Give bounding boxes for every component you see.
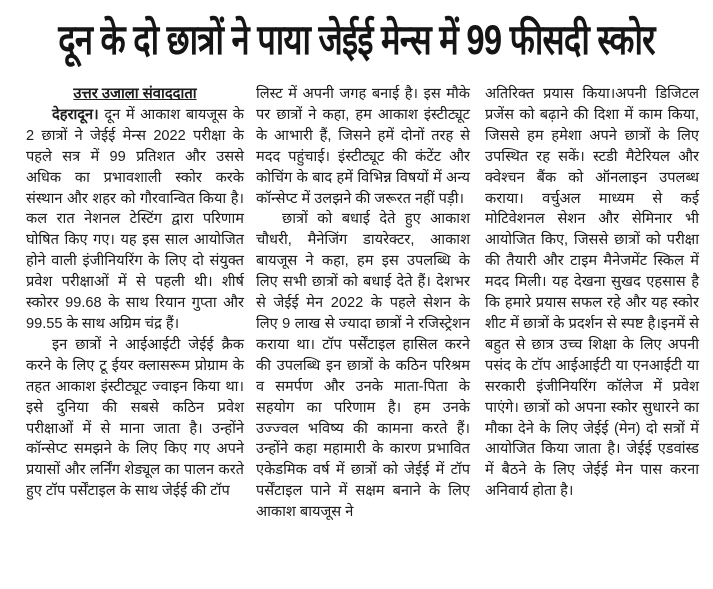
paragraph: इन छात्रों ने आईआईटी जेईई क्रैक करने के लिए टू ईयर क्लासरूम प्रोग्राम के तहत आकाश इंस्टीट्यूट ज्वाइन किया था। इसे दुनिया की सबसे कठिन प्रवेश परीक्षाओं में से माना जाता है। उन्होंने कॉन्सेप्ट समझने के लिए किए गए अपने प्रयासों और लर्निंग शेड्यूल का पालन करते हुए टॉप पर्सेंटाइल के साथ जेईई की टॉप (26, 336, 244, 500)
paragraph-text: दून में आकाश बायजूस के 2 छात्रों ने जेईई मेन्स 2022 परीक्षा के पहले सत्र में 99 प्रतिशत और उससे अधिक का प्रभावशाली स्कोर करके संस्थान और शहर को गौरवान्वित किया है। कल रात नेशनल टेस्टिंग द्वारा परिणाम घोषित किए गए। यह इस साल आयोजित होने वाली इंजीनियरिंग के लिए दो संयुक्त प्रवेश परीक्षाओं में से पहली थी। शीर्ष स्कोरर 99.68 के साथ रियान गुप्ता और 99.55 के साथ अग्रिम चंद्र हैं। (26, 106, 244, 332)
article-column-1 (26, 84, 244, 502)
byline: उत्तर उजाला संवाददाता (73, 86, 197, 102)
dateline: देहरादून। (52, 106, 99, 123)
paragraph: छात्रों को बधाई देते हुए आकाश चौधरी, मैनेजिंग डायरेक्टर, आकाश बायजूस ने कहा, हम इस उपलब्धि के लिए सभी छात्रों को बधाई देते हैं। देशभर से जेईई मेन 2022 के पहले सेशन के लिए 9 लाख से ज्यादा छात्रों ने रजिस्ट्रेशन कराया था। टॉप पर्सेंटाइल हासिल करने की उपलब्धि इन छात्रों के कठिन परिश्रम व समर्पण और उनके माता-पिता के सहयोग का परिणाम है। हम उनके उज्ज्वल भविष्य की कामना करते हैं। उन्होंने कहा महामारी के कारण प्रभावित एकेडमिक वर्ष में छात्रों को जेईई में टॉप पर्सेंटाइल पाने में सक्षम बनाने के लिए आकाश बायजूस ने (256, 211, 470, 521)
headline: दून के दो छात्रों ने पाया जेईई मेन्स में 99 फीसदी स्कोर (58, 15, 655, 63)
paragraph (26, 105, 244, 335)
article-column-2 (256, 84, 470, 523)
paragraph: लिस्ट में अपनी जगह बनाई है। इस मौके पर छात्रों ने कहा, हम आकाश इंस्टीट्यूट के आभारी हैं, जिसने हमें दोनों तरह से मदद पहुंचाई। इंस्टीट्यूट की कंटेंट और कोचिंग के बाद हमें विभिन्न विषयों में अन्य कॉन्सेप्ट में उलझने की जरूरत नहीं पड़ी। (256, 86, 470, 207)
paragraph: अतिरिक्त प्रयास किया।अपनी डिजिटल प्रजेंस को बढ़ाने की दिशा में काम किया, जिससे हम हमेशा अपने छात्रों के लिए उपस्थित रह सकें। स्टडी मैटेरियल और क्वेश्चन बैंक को ऑनलाइन उपलब्ध कराया। वर्चुअल माध्यम से कई मोटिवेशनल सेशन और सेमिनार भी आयोजित किए, जिससे छात्रों को परीक्षा की तैयारी और टाइम मैनेजमेंट स्किल में मदद मिली। यह देखना सुखद एहसास है कि हमारे प्रयास सफल रहे और यह स्कोर शीट में छात्रों के प्रदर्शन से स्पष्ट है।इनमें से बहुत से छात्र उच्च शिक्षा के लिए अपनी पसंद के टॉप आईआईटी या एनआईटी या सरकारी इंजीनियरिंग कॉलेज में प्रवेश पाएंगे। छात्रों को अपना स्कोर सुधारने का मौका देने के लिए जेईई (मेन) दो सत्रों में आयोजित किया जाता है। जेईई एडवांस्ड में बैठने के लिए जेईई मेन पास करना अनिवार्य होता है। (485, 86, 699, 500)
article-column-3 (485, 84, 699, 502)
